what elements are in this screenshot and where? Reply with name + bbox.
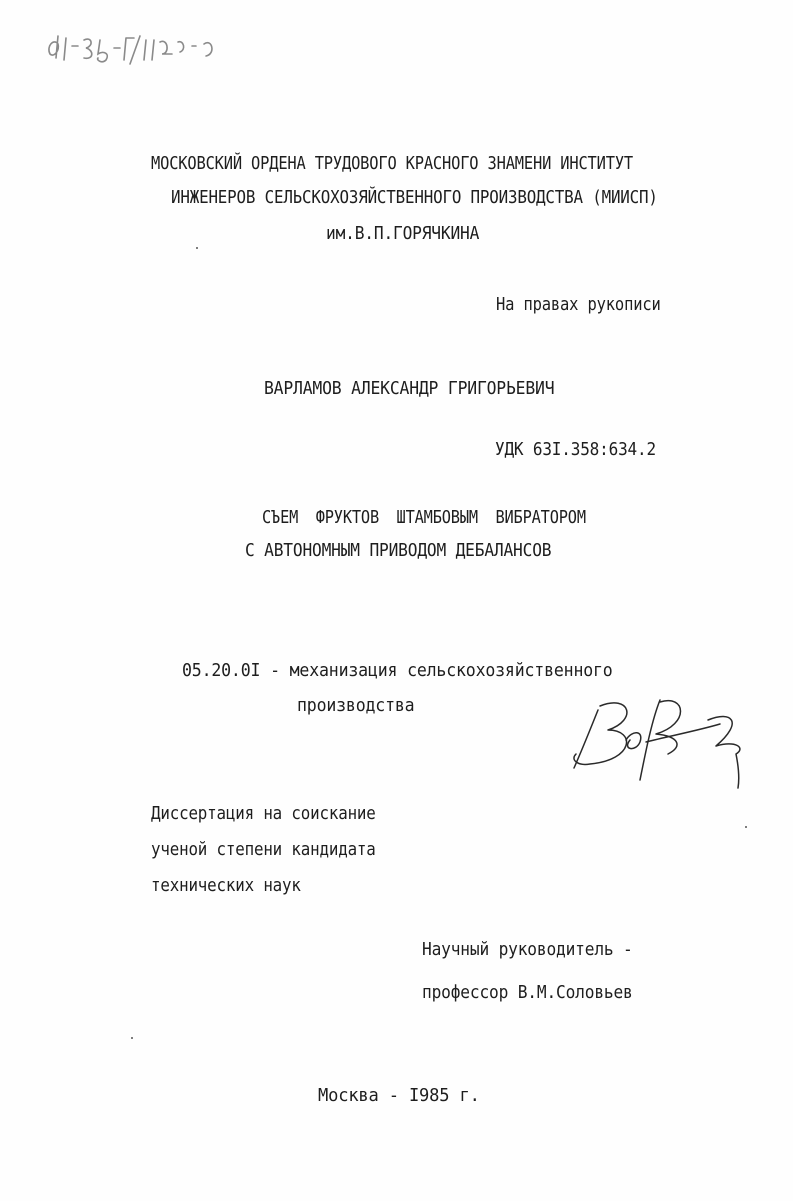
dissertation-line-3: технических наук xyxy=(150,875,301,896)
dissertation-line-2: ученой степени кандидата xyxy=(150,839,376,860)
scan-speck xyxy=(745,826,747,828)
institute-line-3: им.В.П.ГОРЯЧКИНА xyxy=(325,223,479,244)
specialty-line-2: производства xyxy=(296,695,415,716)
manuscript-note: На правах рукописи xyxy=(495,294,661,315)
institute-line-1: МОСКОВСКИЙ ОРДЕНА ТРУДОВОГО КРАСНОГО ЗНАМЕНИ ИНСТИТУТ xyxy=(150,153,633,174)
title-line-2: С АВТОНОМНЫМ ПРИВОДОМ ДЕБАЛАНСОВ xyxy=(244,540,551,561)
author-name: ВАРЛАМОВ АЛЕКСАНДР ГРИГОРЬЕВИЧ xyxy=(263,378,554,399)
supervisor-line-1: Научный руководитель - xyxy=(421,939,633,960)
dissertation-line-1: Диссертация на соискание xyxy=(150,803,376,824)
scan-speck xyxy=(196,247,198,249)
institute-line-2: ИНЖЕНЕРОВ СЕЛЬСКОХОЗЯЙСТВЕННОГО ПРОИЗВОДСТВА (МИИСП) xyxy=(170,187,658,208)
scan-speck xyxy=(131,1037,133,1039)
udc-code: УДК 63I.358:634.2 xyxy=(494,439,656,460)
title-line-1: СЪЕМ ФРУКТОВ ШТАМБОВЫМ ВИБРАТОРОМ xyxy=(261,507,586,528)
supervisor-line-2: профессор В.М.Соловьев xyxy=(421,982,633,1003)
signature-handwritten xyxy=(560,680,760,790)
specialty-line-1: 05.20.0I - механизация сельскохозяйственного xyxy=(181,660,613,681)
archive-mark-handwritten xyxy=(44,24,294,74)
city-year: Москва - I985 г. xyxy=(317,1085,480,1106)
